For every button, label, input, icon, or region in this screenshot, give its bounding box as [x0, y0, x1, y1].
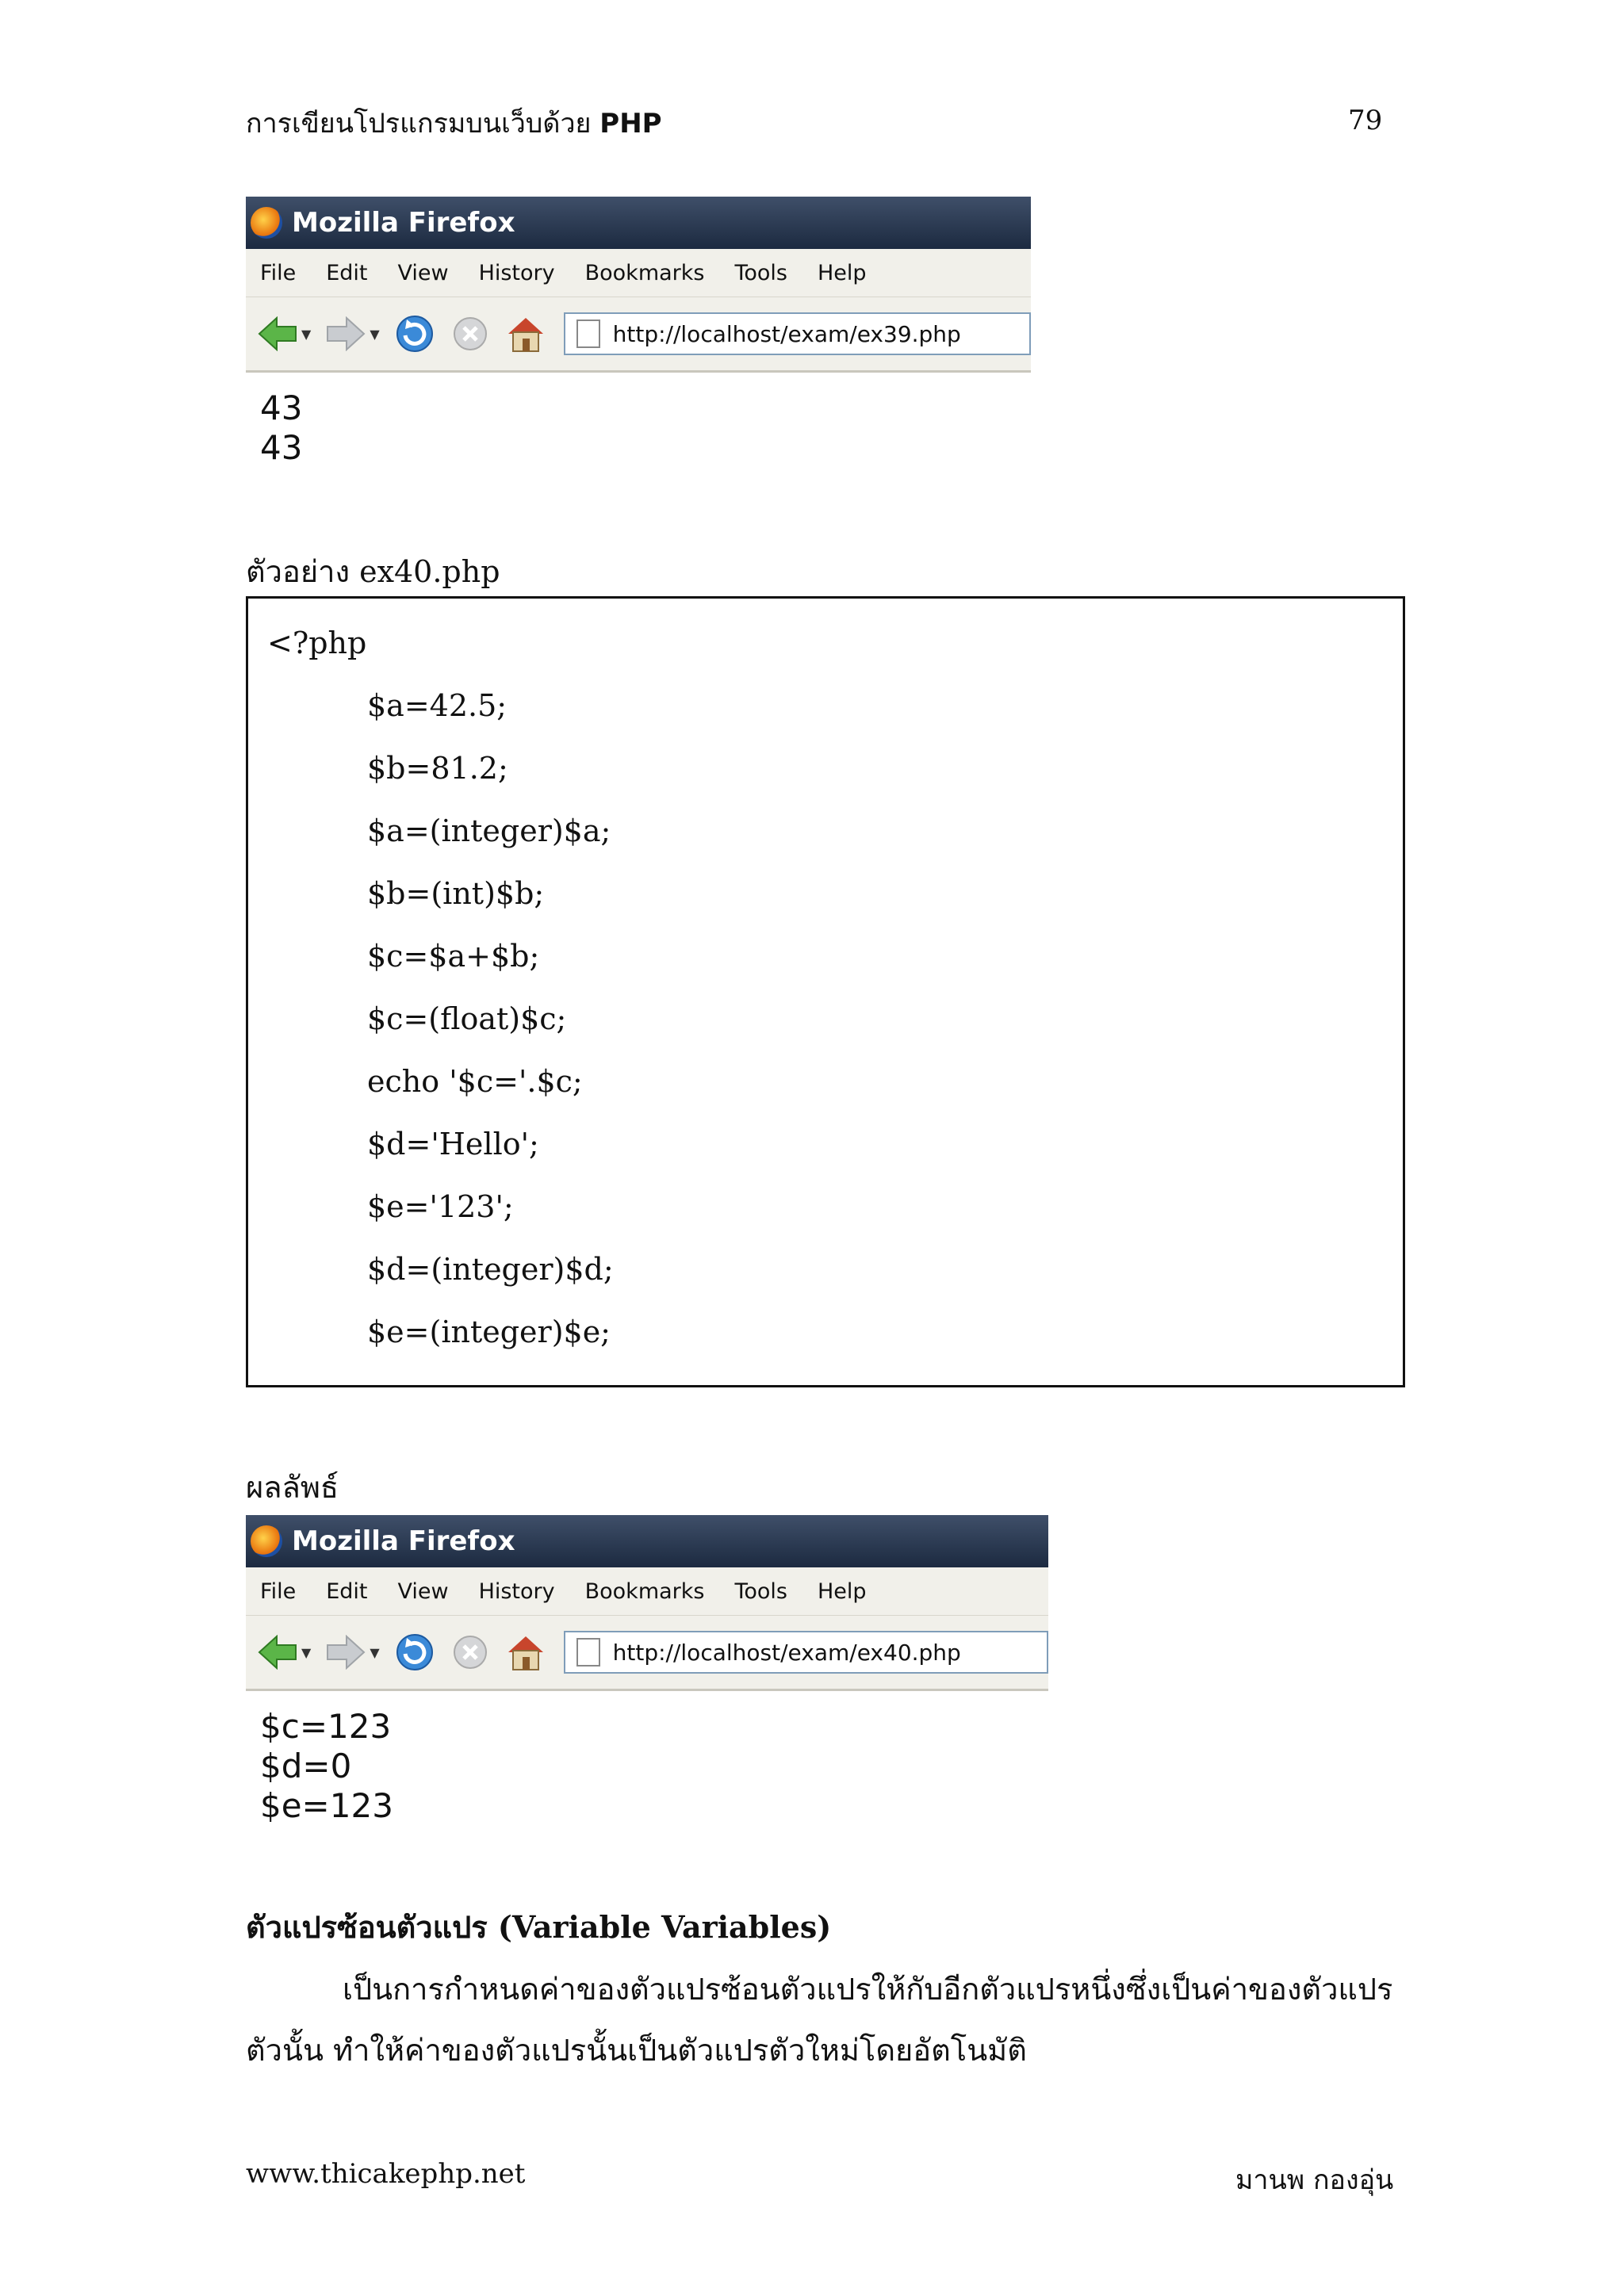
code-line: $a=42.5;	[367, 688, 508, 723]
menu-file[interactable]: File	[260, 1578, 297, 1604]
reload-icon	[394, 313, 435, 354]
home-icon	[505, 1632, 546, 1673]
menu-tools[interactable]: Tools	[734, 1578, 787, 1604]
page-number: 79	[1348, 105, 1383, 136]
code-line: $b=(int)$b;	[367, 876, 545, 911]
browser-titlebar	[246, 197, 1031, 249]
header-title-php: PHP	[599, 108, 662, 140]
forward-button[interactable]	[325, 313, 366, 354]
window-title: Mozilla Firefox	[292, 1525, 515, 1557]
menu-help[interactable]: Help	[818, 1578, 867, 1604]
back-button[interactable]	[257, 313, 298, 354]
footer-author: มานพ กองอุ่น	[1235, 2164, 1394, 2196]
browser-menubar	[246, 1567, 1048, 1616]
url-text: http://localhost/exam/ex40.php	[612, 1639, 961, 1666]
back-button[interactable]	[257, 1632, 298, 1673]
menu-bookmarks[interactable]: Bookmarks	[584, 1578, 705, 1604]
window-title: Mozilla Firefox	[292, 207, 515, 239]
forward-dropdown-icon[interactable]: ▼	[370, 326, 380, 342]
forward-dropdown-icon[interactable]: ▼	[370, 1644, 380, 1660]
url-bar[interactable]	[564, 1631, 1048, 1674]
menu-tools[interactable]: Tools	[734, 260, 787, 285]
url-bar[interactable]	[564, 312, 1031, 355]
output-line: $d=0	[260, 1747, 352, 1785]
browser-screenshot-ex39	[246, 197, 1031, 468]
forward-arrow-icon	[326, 1635, 366, 1670]
browser-toolbar	[246, 1616, 1048, 1691]
menu-view[interactable]: View	[397, 260, 449, 285]
example-label: ตัวอย่าง ex40.php	[246, 554, 500, 589]
output-line: $c=123	[260, 1707, 392, 1746]
page-icon	[576, 320, 600, 348]
page-icon	[576, 1638, 600, 1667]
back-arrow-icon	[258, 1635, 297, 1670]
reload-icon	[394, 1632, 435, 1673]
browser-screenshot-ex40	[246, 1515, 1048, 1826]
back-dropdown-icon[interactable]: ▼	[301, 1644, 312, 1660]
header-title-text: การเขียนโปรแกรมบนเว็บด้วย	[246, 108, 600, 140]
menu-view[interactable]: View	[397, 1578, 449, 1604]
browser-viewport	[246, 373, 1031, 468]
code-line: $a=(integer)$a;	[367, 813, 611, 848]
url-text: http://localhost/exam/ex39.php	[612, 320, 961, 347]
output-line: 43	[260, 428, 303, 467]
stop-icon	[451, 1633, 489, 1671]
output-line: 43	[260, 388, 303, 427]
stop-icon	[451, 315, 489, 353]
stop-button[interactable]	[450, 1632, 491, 1673]
code-line: <?php	[267, 626, 367, 660]
code-line: $c=(float)$c;	[367, 1001, 567, 1036]
forward-button[interactable]	[325, 1632, 366, 1673]
code-listing	[246, 596, 1405, 1387]
home-button[interactable]	[505, 313, 546, 354]
menu-file[interactable]: File	[260, 260, 297, 285]
reload-button[interactable]	[394, 1632, 435, 1673]
footer-website: www.thicakephp.net	[246, 2158, 526, 2190]
code-line: $c=$a+$b;	[367, 939, 540, 974]
home-button[interactable]	[505, 1632, 546, 1673]
code-line: $d='Hello';	[367, 1127, 539, 1161]
firefox-logo-icon	[251, 207, 282, 239]
menu-edit[interactable]: Edit	[326, 1578, 368, 1604]
paragraph-line: ตัวนั้น ทำให้ค่าของตัวแปรนั้นเป็นตัวแปรตัวใหม่โดยอัตโนมัติ	[246, 2033, 1027, 2068]
menu-history[interactable]: History	[478, 1578, 555, 1604]
menu-help[interactable]: Help	[818, 260, 867, 285]
browser-menubar	[246, 249, 1031, 297]
menu-history[interactable]: History	[478, 260, 555, 285]
code-line: $e=(integer)$e;	[367, 1314, 611, 1349]
output-line: $e=123	[260, 1786, 393, 1825]
menu-edit[interactable]: Edit	[326, 260, 368, 285]
code-line: echo '$c='.$c;	[367, 1064, 583, 1099]
page-header-title	[246, 101, 662, 144]
section-heading: ตัวแปรซ้อนตัวแปร (Variable Variables)	[246, 1909, 832, 1945]
menu-bookmarks[interactable]: Bookmarks	[584, 260, 705, 285]
back-arrow-icon	[258, 316, 297, 351]
home-icon	[505, 313, 546, 354]
stop-button[interactable]	[450, 313, 491, 354]
back-dropdown-icon[interactable]: ▼	[301, 326, 312, 342]
browser-viewport	[246, 1691, 1048, 1826]
paragraph-line: เป็นการกำหนดค่าของตัวแปรซ้อนตัวแปรให้กับอีกตัวแปรหนึ่งซึ่งเป็นค่าของตัวแปร	[343, 1972, 1393, 2007]
browser-titlebar	[246, 1515, 1048, 1567]
firefox-logo-icon	[251, 1525, 282, 1557]
code-line: $d=(integer)$d;	[367, 1252, 614, 1287]
forward-arrow-icon	[326, 316, 366, 351]
browser-toolbar	[246, 297, 1031, 373]
code-line: $b=81.2;	[367, 751, 508, 786]
result-label: ผลลัพธ์	[246, 1470, 339, 1505]
code-line: $e='123';	[367, 1189, 514, 1224]
reload-button[interactable]	[394, 313, 435, 354]
